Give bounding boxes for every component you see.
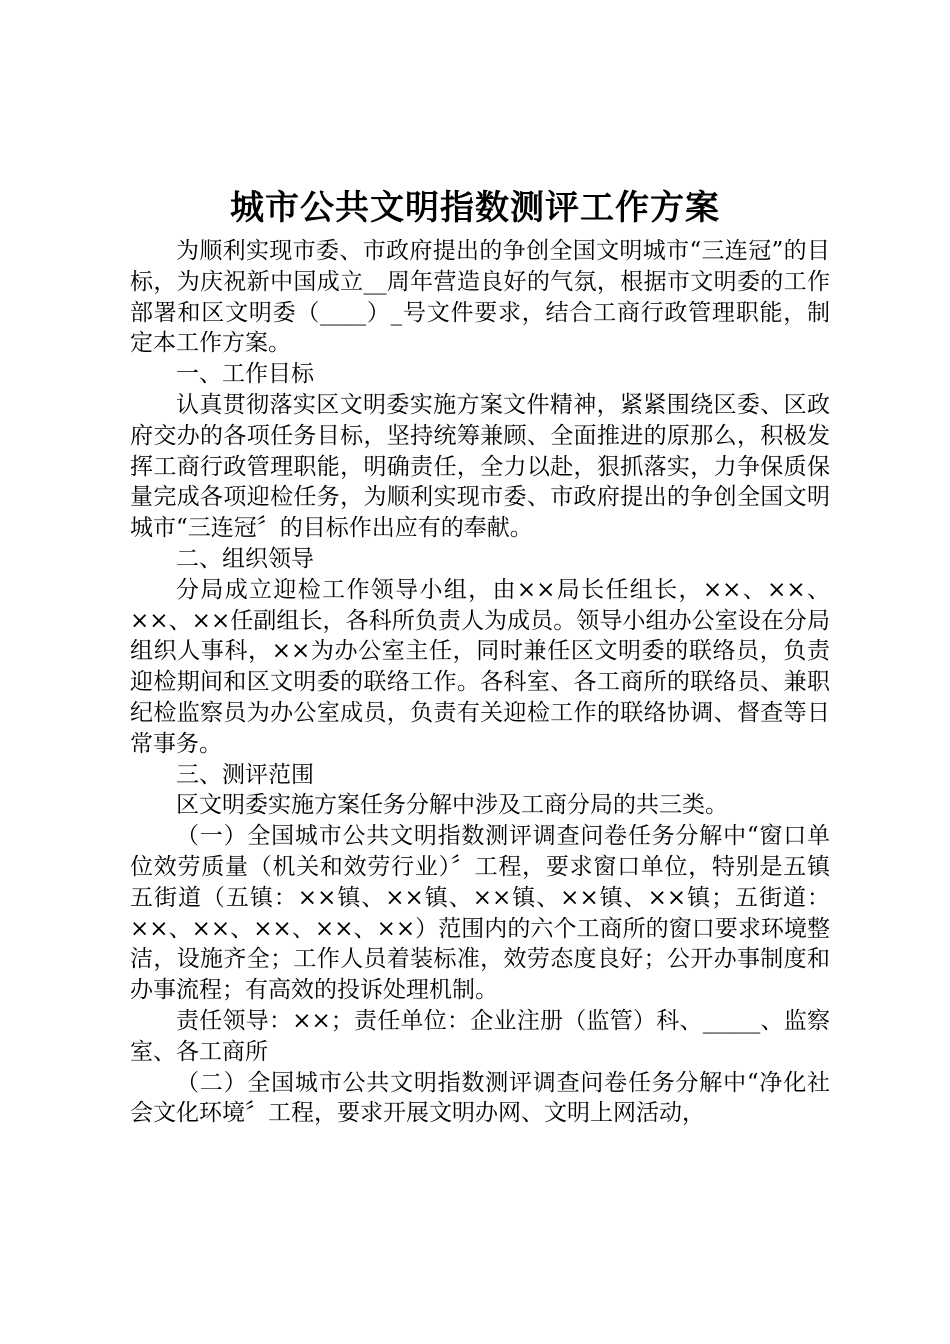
responsibility-paragraph: 责任领导：××；责任单位：企业注册（监管）科、_____、监察室、各工商所 (130, 1007, 830, 1065)
document-title: 城市公共文明指数测评工作方案 (230, 188, 720, 228)
scope-item-2-paragraph: （二）全国城市公共文明指数测评调查问卷任务分解中“净化社会文化环境〞工程，要求开展文明办网、文明上网活动， (130, 1069, 830, 1127)
section-heading-leadership: 二、组织领导 (176, 545, 314, 572)
intro-paragraph: 为顺利实现市委、市政府提出的争创全国文明城市“三连冠”的目标，为庆祝新中国成立__周年营造良好的气氛，根据市文明委的工作部署和区文明委（____）_号文件要求，结合工商行政管理职能，制定本工作方案。 (130, 238, 830, 357)
section-heading-goals: 一、工作目标 (176, 361, 314, 388)
section-heading-scope: 三、测评范围 (176, 761, 314, 788)
goals-paragraph: 认真贯彻落实区文明委实施方案文件精神，紧紧围绕区委、区政府交办的各项任务目标，坚持统筹兼顾、全面推进的原那么，积极发挥工商行政管理职能，明确责任，全力以赴，狠抓落实，力争保质保量完成各项迎检任务，为顺利实现市委、市政府提出的争创全国文明城市“三连冠〞的目标作出应有的奉献。 (130, 391, 830, 542)
document-body (130, 236, 830, 1129)
leadership-paragraph: 分局成立迎检工作领导小组，由××局长任组长，××、××、××、××任副组长，各科所负责人为成员。领导小组办公室设在分局组织人事科，××为办公室主任，同时兼任区文明委的联络员，负责迎检期间和区文明委的联络工作。各科室、各工商所的联络员、兼职纪检监察员为办公室成员，负责有关迎检工作的联络协调、督查等日常事务。 (130, 576, 830, 757)
scope-item-1-paragraph: （一）全国城市公共文明指数测评调查问卷任务分解中“窗口单位效劳质量（机关和效劳行业）〞工程，要求窗口单位，特别是五镇五街道（五镇：××镇、××镇、××镇、××镇、××镇；五街道：××、××、××、××、××）范围内的六个工商所的窗口要求环境整洁，设施齐全；工作人员着装标准，效劳态度良好；公开办事制度和办事流程；有高效的投诉处理机制。 (130, 823, 830, 1004)
scope-paragraph: 区文明委实施方案任务分解中涉及工商分局的共三类。 (176, 792, 728, 819)
